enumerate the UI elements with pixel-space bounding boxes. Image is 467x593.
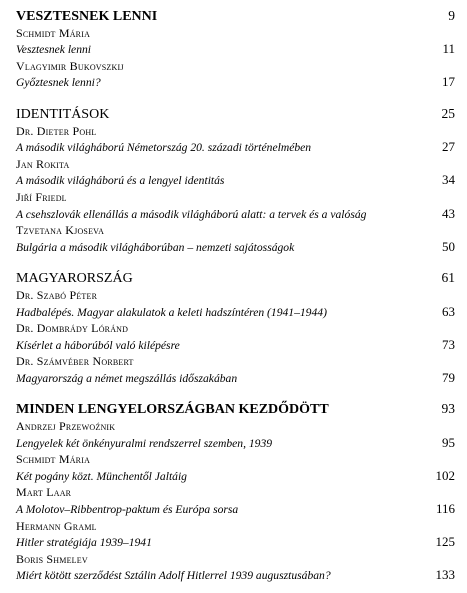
entry-title: Hitler stratégiája 1939–1941 xyxy=(16,536,152,550)
entry-title: Győztesnek lenni? xyxy=(16,76,101,90)
entry-page-number: 116 xyxy=(435,501,455,517)
author-name: Schmidt Mária xyxy=(16,452,91,467)
author-name: Boris Shmelev xyxy=(16,551,88,566)
section-title: IDENTITÁSOK xyxy=(16,106,110,122)
entry-author xyxy=(16,518,455,535)
toc-entry xyxy=(16,41,455,58)
toc-section xyxy=(16,8,455,91)
entry-author xyxy=(16,551,455,568)
entry-title: Kísérlet a háborúból való kilépésre xyxy=(16,338,180,352)
entry-page-number: 17 xyxy=(442,74,455,90)
entry-author xyxy=(16,484,455,501)
author-name: Dr. Dieter Pohl xyxy=(16,123,97,138)
toc-entry xyxy=(16,435,455,452)
entry-title: A Molotov–Ribbentrop-paktum és Európa sorsa xyxy=(16,503,239,517)
toc-entry xyxy=(16,74,455,91)
entry-title: Vesztesnek lenni xyxy=(16,43,92,57)
toc-entry xyxy=(16,468,455,485)
section-page-number: 25 xyxy=(441,105,455,121)
toc-entry xyxy=(16,239,455,256)
section-heading xyxy=(16,270,455,287)
entry-author xyxy=(16,123,455,140)
author-name: Schmidt Mária xyxy=(16,25,91,40)
entry-title: Miért kötött szerződést Sztálin Adolf Hitlerrel 1939 augusztusában? xyxy=(16,569,331,583)
author-name: Vlagyimir Bukovszkij xyxy=(16,58,124,73)
author-name: Dr. Számvéber Norbert xyxy=(16,354,134,369)
entry-title: Lengyelek két önkényuralmi rendszerrel szemben, 1939 xyxy=(16,436,273,450)
entry-title: A második világháború Németország 20. századi történelmében xyxy=(16,141,312,155)
entry-page-number: 34 xyxy=(442,172,455,188)
entry-page-number: 11 xyxy=(442,41,455,57)
author-name: Hermann Graml xyxy=(16,518,97,533)
entry-author xyxy=(16,451,455,468)
section-heading xyxy=(16,106,455,123)
entry-author xyxy=(16,189,455,206)
section-heading xyxy=(16,8,455,25)
entry-author xyxy=(16,222,455,239)
entry-page-number: 73 xyxy=(442,336,455,352)
toc-entry xyxy=(16,501,455,518)
section-title: VESZTESNEK LENNI xyxy=(16,9,158,24)
entry-page-number: 79 xyxy=(442,369,455,385)
entry-author xyxy=(16,418,455,435)
entry-page-number: 125 xyxy=(435,534,455,550)
entry-page-number: 95 xyxy=(442,434,455,450)
entry-author xyxy=(16,320,455,337)
entry-page-number: 133 xyxy=(435,567,455,583)
toc-entry xyxy=(16,370,455,387)
entry-author xyxy=(16,25,455,42)
entry-title: Magyarország a német megszállás időszakában xyxy=(16,371,238,385)
entry-page-number: 43 xyxy=(442,205,455,221)
entry-page-number: 50 xyxy=(442,238,455,254)
author-name: Andrzej Przewoźnik xyxy=(16,419,116,434)
entry-title: A második világháború és a lengyel identitás xyxy=(16,174,225,188)
entry-author xyxy=(16,287,455,304)
entry-author xyxy=(16,156,455,173)
author-name: Dr. Dombrády Lóránd xyxy=(16,321,129,336)
section-title: MAGYARORSZÁG xyxy=(16,271,133,287)
entry-page-number: 102 xyxy=(435,467,455,483)
toc-entry xyxy=(16,534,455,551)
entry-title: Két pogány közt. Münchentől Jaltáig xyxy=(16,469,187,483)
entry-title: Bulgária a második világháborúban – nemzeti sajátosságok xyxy=(16,240,295,254)
author-name: Mart Laar xyxy=(16,485,72,500)
toc-entry xyxy=(16,139,455,156)
section-page-number: 9 xyxy=(448,8,455,23)
toc-entry xyxy=(16,567,455,584)
author-name: Jiří Friedl xyxy=(16,189,67,204)
toc-section xyxy=(16,401,455,584)
entry-title: Hadbalépés. Magyar alakulatok a keleti hadszíntéren (1941–1944) xyxy=(16,305,327,319)
section-page-number: 61 xyxy=(441,270,455,286)
author-name: Dr. Szabó Péter xyxy=(16,287,98,302)
toc-section xyxy=(16,106,455,255)
section-title: MINDEN LENGYELORSZÁGBAN KEZDŐDÖTT xyxy=(16,402,329,418)
entry-page-number: 27 xyxy=(442,139,455,155)
author-name: Jan Rokita xyxy=(16,156,70,171)
toc-section xyxy=(16,270,455,386)
entry-page-number: 63 xyxy=(442,303,455,319)
entry-title: A csehszlovák ellenállás a második világháború alatt: a tervek és a valóság xyxy=(16,207,367,221)
toc-entry xyxy=(16,337,455,354)
section-page-number: 93 xyxy=(441,401,455,417)
author-name: Tzvetana Kjoseva xyxy=(16,223,105,238)
section-heading xyxy=(16,401,455,418)
toc-entry xyxy=(16,206,455,223)
toc-entry xyxy=(16,172,455,189)
entry-author xyxy=(16,58,455,75)
entry-author xyxy=(16,353,455,370)
toc-entry xyxy=(16,304,455,321)
